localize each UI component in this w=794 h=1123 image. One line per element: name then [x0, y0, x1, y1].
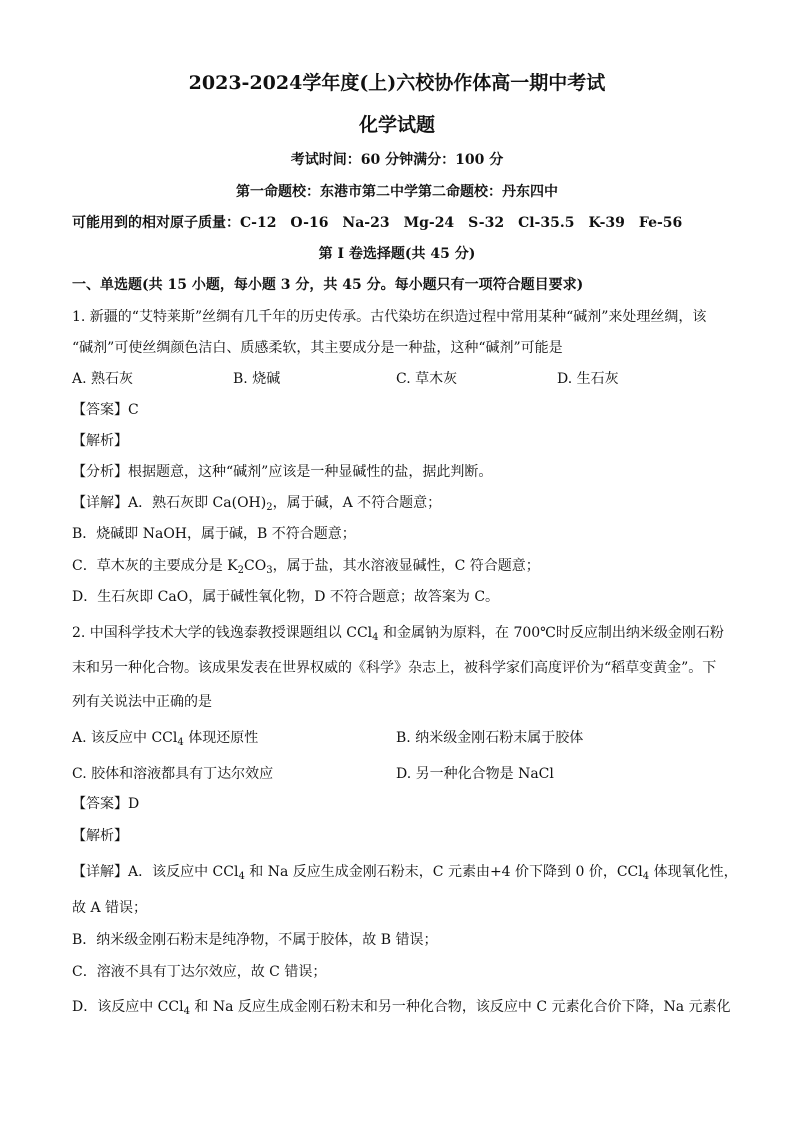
- q1-detail-b: B．烧碱即 NaOH，属于碱，B 不符合题意；: [72, 526, 356, 542]
- q1-option-c: C. 草木灰: [396, 371, 458, 387]
- q2-stem-line2: 末和另一种化合物。该成果发表在世界权威的《科学》杂志上，被科学家们高度评价为“稻草变黄金”。下: [72, 660, 717, 676]
- q1-option-a: A. 熟石灰: [72, 371, 134, 387]
- q2-detail-c: C．溶液不具有丁达尔效应，故 C 错误；: [72, 964, 327, 980]
- exam-title: 2023-2024学年度(上)六校协作体高一期中考试: [188, 72, 606, 94]
- q1-detail-d: D．生石灰即 CaO，属于碱性氧化物，D 不符合题意；故答案为 C。: [72, 589, 500, 605]
- q1-stem-line1: 1. 新疆的“艾特莱斯”丝绸有几千年的历史传承。古代染坊在织造过程中常用某种“碱剂”来处理丝绸，该: [72, 309, 707, 325]
- q1-option-b: B. 烧碱: [233, 371, 281, 387]
- q2-option-a: A. 该反应中 CCl$_4$ 体现还原性: [72, 730, 259, 748]
- q1-analysis-label: 【解析】: [72, 433, 128, 449]
- q2-detail-b: B．纳米级金刚石粉末是纯净物，不属于胶体，故 B 错误；: [72, 932, 438, 948]
- q2-detail-a-line2: 故 A 错误；: [72, 900, 148, 916]
- q2-option-c: C. 胶体和溶液都具有丁达尔效应: [72, 766, 274, 782]
- q2-detail-d: D．该反应中 CCl$_4$ 和 Na 反应生成金刚石粉末和另一种化合物，该反应中 C 元素化合价下降，Na 元素化: [72, 999, 731, 1017]
- volume-heading: 第 I 卷选择题(共 45 分): [318, 246, 476, 262]
- q1-analysis: 【分析】根据题意，这种“碱剂”应该是一种显碱性的盐，据此判断。: [72, 464, 493, 480]
- exam-subtitle: 化学试题: [358, 114, 435, 136]
- q1-stem-line2: “碱剂”可使丝绸颜色洁白、质感柔软，其主要成分是一种盐，这种“碱剂”可能是: [72, 340, 563, 356]
- q2-option-b: B. 纳米级金刚石粉末属于胶体: [396, 730, 584, 746]
- q1-answer: 【答案】C: [72, 402, 139, 418]
- q2-analysis-label: 【解析】: [72, 828, 128, 844]
- q2-option-d: D. 另一种化合物是 NaCl: [396, 766, 554, 782]
- q1-detail-a: 【详解】A．熟石灰即 $Ca(OH)_2$，属于碱，A 不符合题意；: [72, 495, 442, 513]
- q2-stem-line3: 列有关说法中正确的是: [72, 694, 212, 710]
- exam-time: 考试时间：60 分钟满分：100 分: [290, 152, 504, 168]
- q1-option-d: D. 生石灰: [557, 371, 619, 387]
- exam-schools: 第一命题校：东港市第二中学第二命题校：丹东四中: [236, 184, 558, 200]
- section-heading: 一、单选题(共 15 小题，每小题 3 分，共 45 分。每小题只有一项符合题目要求): [72, 277, 584, 293]
- q1-detail-c: C．草木灰的主要成分是 $K_2CO_3$，属于盐，其水溶液显碱性，C 符合题意；: [72, 558, 540, 576]
- atomic-masses: 可能用到的相对原子质量：C-12 O-16 Na-23 Mg-24 S-32 Cl-35.5 K-39 Fe-56: [72, 215, 683, 231]
- q2-answer: 【答案】D: [72, 796, 140, 812]
- q2-detail-a-line1: 【详解】A．该反应中 CCl$_4$ 和 Na 反应生成金刚石粉末，C 元素由+4 价下降到 0 价，CCl$_4$ 体现氧化性，: [72, 864, 738, 882]
- q2-stem-line1: 2. 中国科学技术大学的钱逸泰教授课题组以 CCl$_4$ 和金属钠为原料，在 700℃时反应制出纳米级金刚石粉: [72, 625, 724, 643]
